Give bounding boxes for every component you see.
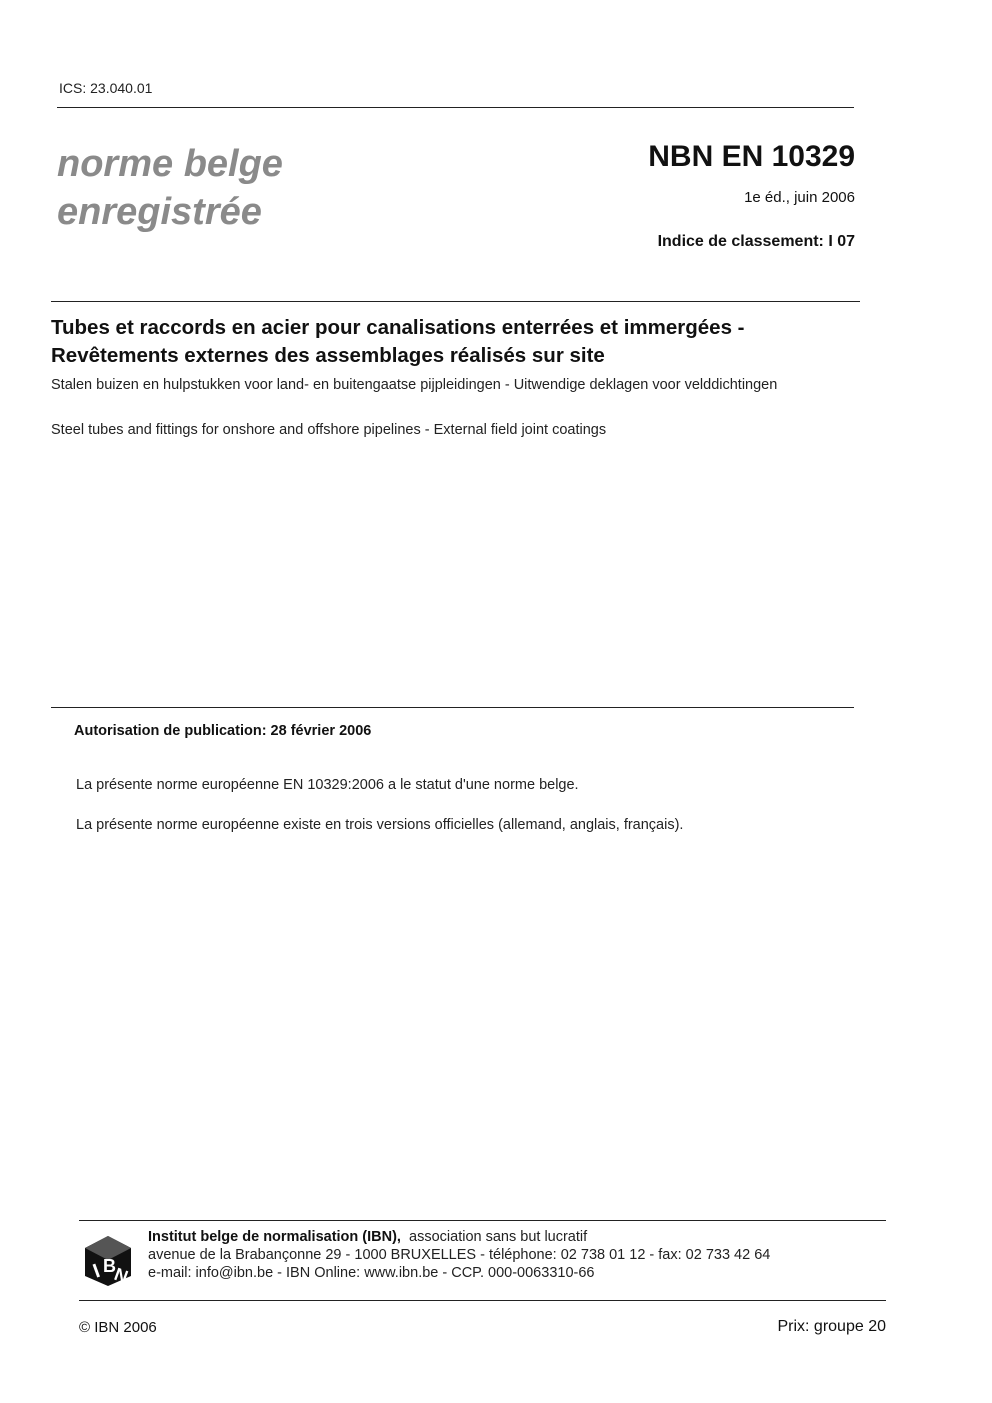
footer-bottom-rule <box>79 1300 886 1301</box>
institute-contact <box>148 1228 770 1282</box>
standard-reference: NBN EN 10329 <box>648 140 855 173</box>
title-french-line-1: Tubes et raccords en acier pour canalisations enterrées et immergées - <box>51 316 745 339</box>
edition-date: 1e éd., juin 2006 <box>744 189 855 206</box>
title-dutch: Stalen buizen en hulpstukken voor land- en buitengaatse pijpleidingen - Uitwendige deklagen voor velddichtingen <box>51 377 778 393</box>
institute-address: avenue de la Brabançonne 29 - 1000 BRUXELLES - téléphone: 02 738 01 12 - fax: 02 733 42 64 <box>148 1247 771 1263</box>
versions-paragraph: La présente norme européenne existe en trois versions officielles (allemand, anglais, français). <box>76 817 684 833</box>
status-paragraph: La présente norme européenne EN 10329:2006 a le statut d'une norme belge. <box>76 777 579 793</box>
title-french-line-2: Revêtements externes des assemblages réalisés sur site <box>51 344 605 367</box>
norme-belge-heading <box>57 140 283 236</box>
norme-line-2: enregistrée <box>57 191 262 233</box>
publication-authorisation: Autorisation de publication: 28 février 2006 <box>74 723 372 739</box>
institute-online: e-mail: info@ibn.be - IBN Online: www.ibn.be - CCP. 000-0063310-66 <box>148 1265 595 1281</box>
publication-rule <box>51 707 854 708</box>
institute-status: association sans but lucratif <box>409 1229 588 1245</box>
top-rule <box>57 107 854 108</box>
norme-line-1: norme belge <box>57 143 283 185</box>
institute-name: Institut belge de normalisation (IBN), <box>148 1229 401 1245</box>
ibn-logo <box>83 1234 133 1288</box>
title-english: Steel tubes and fittings for onshore and offshore pipelines - External field joint coatings <box>51 422 607 438</box>
footer-top-rule <box>79 1220 886 1221</box>
copyright: © IBN 2006 <box>79 1319 157 1336</box>
svg-text:N: N <box>111 1263 131 1288</box>
title-french <box>51 314 861 370</box>
ics-code: ICS: 23.040.01 <box>59 80 153 96</box>
svg-text:B: B <box>103 1256 116 1276</box>
institute-line <box>148 1228 770 1246</box>
classification-index: Indice de classement: I 07 <box>657 233 855 250</box>
title-top-rule <box>51 301 860 302</box>
price-group: Prix: groupe 20 <box>777 1318 886 1335</box>
svg-text:I: I <box>90 1260 103 1283</box>
